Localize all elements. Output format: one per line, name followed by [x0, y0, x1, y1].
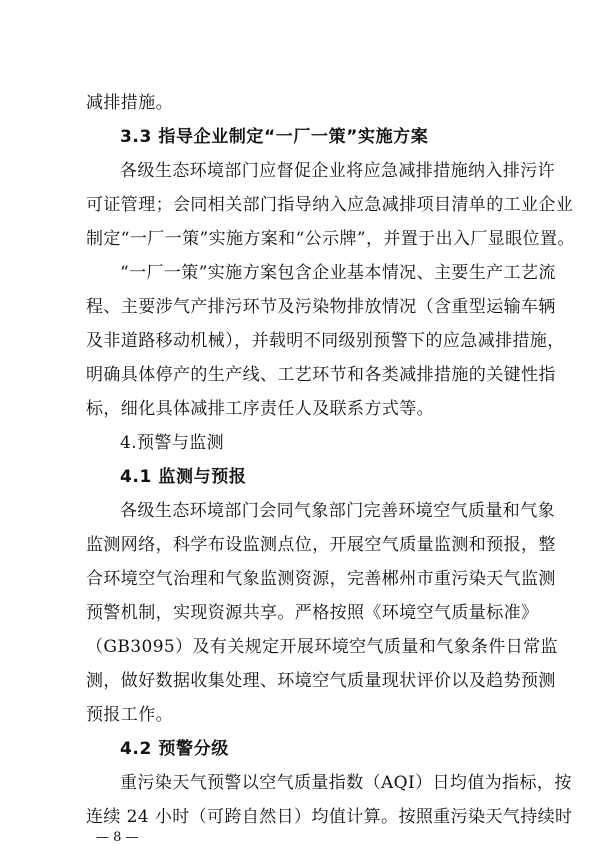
section-heading-3-3: 3.3 指导企业制定“一厂一策”实施方案: [120, 127, 429, 147]
page-number: — 8 —: [96, 830, 139, 845]
paragraph-line: 减排措施。: [86, 93, 173, 113]
paragraph-line: 预报工作。: [86, 705, 173, 725]
paragraph-line: 程、主要涉气产排污环节及污染物排放情况（含重型运输车辆: [86, 297, 556, 317]
paragraph-line: 预警机制，实现资源共享。严格按照《环境空气质量标准》: [86, 603, 539, 623]
paragraph-line: 可证管理；会同相关部门指导纳入应急减排项目清单的工业企业: [86, 195, 574, 215]
paragraph-line: 各级生态环境部门会同气象部门完善环境空气质量和气象: [120, 501, 555, 521]
paragraph-line: 监测网络，科学布设监测点位，开展空气质量监测和预报，整: [86, 535, 556, 555]
paragraph-line: “一厂一策”实施方案包含企业基本情况、主要生产工艺流: [120, 263, 556, 283]
paragraph-line: 连续 24 小时（可跨自然日）均值计算。按照重污染天气持续时: [86, 807, 573, 827]
paragraph-line: 测，做好数据收集处理、环境空气质量现状评价以及趋势预测: [86, 671, 556, 691]
section-heading-4-1: 4.1 监测与预报: [120, 467, 247, 487]
paragraph-line: 制定“一厂一策”实施方案和“公示牌”，并置于出入厂显眼位置。: [86, 229, 575, 249]
paragraph-line: 各级生态环境部门应督促企业将应急减排措施纳入排污许: [120, 161, 555, 181]
paragraph-line: （GB3095）及有关规定开展环境空气质量和气象条件日常监: [86, 637, 558, 657]
paragraph-line: 合环境空气治理和气象监测资源，完善郴州市重污染天气监测: [86, 569, 556, 589]
paragraph-line: 及非道路移动机械），并载明不同级别预警下的应急减排措施，: [86, 331, 565, 351]
paragraph-line: 标，细化具体减排工序责任人及联系方式等。: [86, 399, 434, 419]
paragraph-line: 重污染天气预警以空气质量指数（AQI）日均值为指标，按: [120, 773, 572, 793]
paragraph-line: 明确具体停产的生产线、工艺环节和各类减排措施的关键性指: [86, 365, 556, 385]
section-heading-4-2: 4.2 预警分级: [120, 739, 229, 759]
section-heading-4: 4.预警与监测: [120, 433, 225, 453]
